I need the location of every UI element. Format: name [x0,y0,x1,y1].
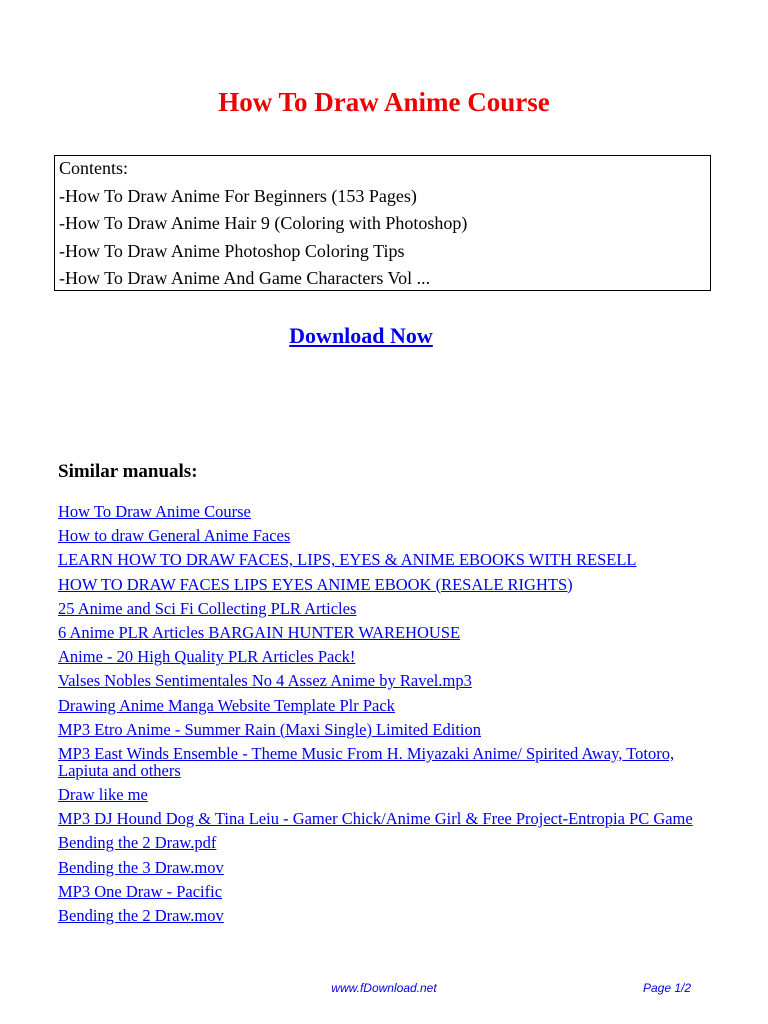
manual-link[interactable]: Bending the 2 Draw.mov [58,906,224,925]
manual-link[interactable]: Bending the 3 Draw.mov [58,857,224,877]
manual-link[interactable]: Draw like me [58,785,148,805]
similar-manuals-heading: Similar manuals: [58,461,198,482]
manual-link[interactable]: MP3 DJ Hound Dog & Tina Leiu - Gamer Chick/Anime Girl & Free Project-Entropia PC Game [58,809,693,829]
manual-link[interactable]: How to draw General Anime Faces [58,526,291,546]
page-title: How To Draw Anime Course [218,87,550,117]
contents-box [54,155,711,291]
manual-link[interactable]: MP3 One Draw - Pacific [58,881,223,901]
manual-link[interactable]: MP3 East Winds Ensemble - Theme Music From H. Miyazaki Anime/ Spirited Away, Totoro, Lapiuta and others [58,743,675,780]
download-now-link[interactable]: Download Now [289,323,433,348]
similar-manuals-list [58,503,718,931]
manual-link[interactable]: Valses Nobles Sentimentales No 4 Assez Anime by Ravel.mp3 [58,671,472,691]
contents-item: -How To Draw Anime Photoshop Coloring Tips [59,240,405,261]
contents-item: -How To Draw Anime And Game Characters Vol ... [59,268,431,288]
manual-link[interactable]: HOW TO DRAW FACES LIPS EYES ANIME EBOOK (RESALE RIGHTS) [58,574,573,594]
contents-heading: Contents: [59,158,129,178]
manual-link[interactable]: MP3 Etro Anime - Summer Rain (Maxi Single) Limited Edition [58,719,482,739]
manual-link[interactable]: 25 Anime and Sci Fi Collecting PLR Articles [58,598,357,618]
contents-item: -How To Draw Anime Hair 9 (Coloring with Photoshop) [59,213,468,233]
manual-link[interactable]: Bending the 2 Draw.pdf [58,833,217,853]
manual-link[interactable]: 6 Anime PLR Articles BARGAIN HUNTER WAREHOUSE [58,622,461,642]
manual-link[interactable]: How To Draw Anime Course [58,502,251,521]
manual-link[interactable]: LEARN HOW TO DRAW FACES, LIPS, EYES & ANIME EBOOKS WITH RESELL [58,550,637,570]
footer-site-link[interactable]: www.fDownload.net [331,981,437,995]
manual-link[interactable]: Drawing Anime Manga Website Template Plr Pack [58,695,395,715]
contents-item: -How To Draw Anime For Beginners (153 Pages) [59,185,417,206]
manual-link[interactable]: Anime - 20 High Quality PLR Articles Pack! [58,647,356,667]
footer-page-number: Page 1/2 [643,981,692,995]
